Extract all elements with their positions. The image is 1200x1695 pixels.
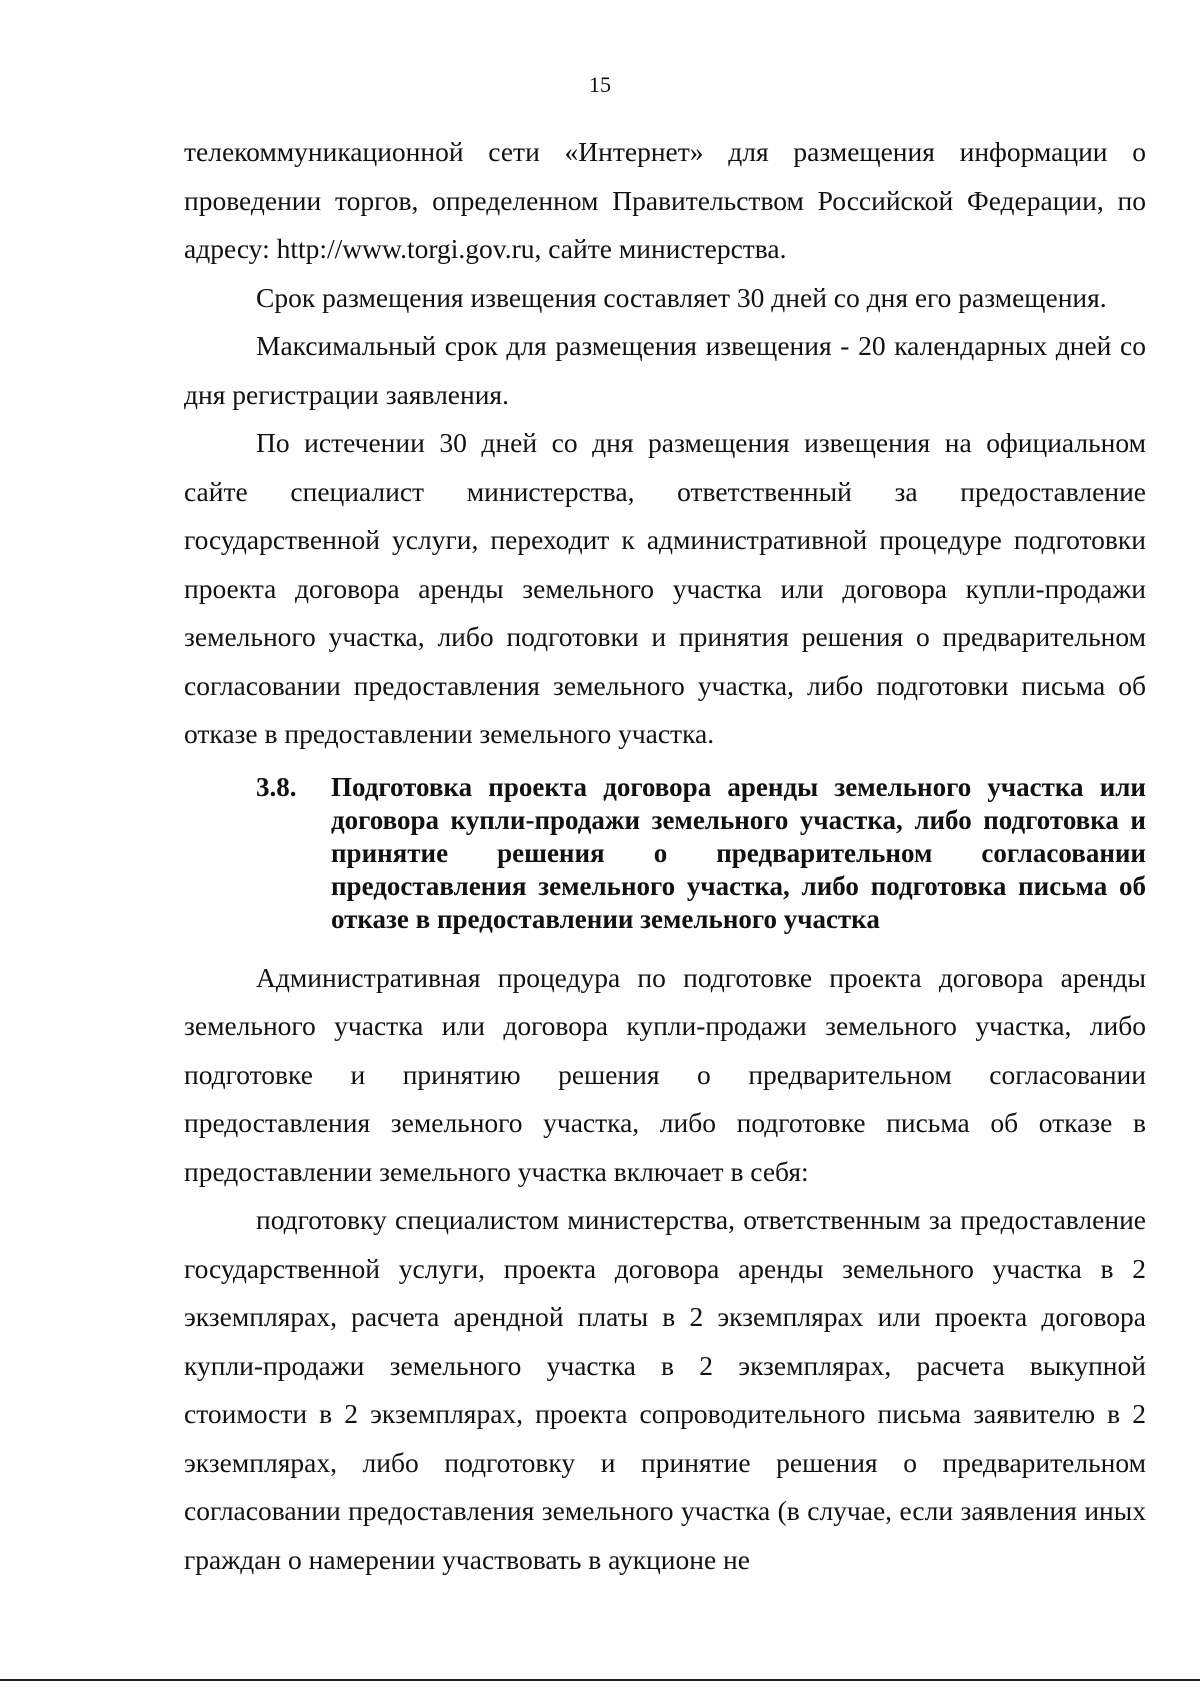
footer-rule bbox=[0, 1679, 1200, 1681]
paragraph-continuation: телекоммуникационной сети «Интернет» для размещения информации о проведении торгов, определенном Правительством Российской Федерации, по адресу: http://www.torgi.gov.ru, сайте министерства. bbox=[184, 136, 1146, 264]
paragraph-notice-period: Срок размещения извещения составляет 30 дней со дня его размещения. bbox=[256, 281, 1107, 313]
section-number: 3.8. bbox=[256, 771, 297, 802]
document-body bbox=[184, 128, 1146, 1584]
paragraph-max-period: Максимальный срок для размещения извещения - 20 календарных дней со дня регистрации заявления. bbox=[184, 330, 1146, 410]
paragraph-after-expiry: По истечении 30 дней со дня размещения извещения на официальном сайте специалист министерства, ответственный за предоставление государственной услуги, переходит к административной процедуре подготовки проекта договора аренды земельного участка или договора купли-продажи земельного участка, либо подготовки и принятия решения о предварительном согласовании предоставления земельного участка, либо подготовки письма об отказе в предоставлении земельного участка. bbox=[184, 427, 1146, 749]
page-number: 15 bbox=[589, 72, 611, 97]
paragraph-preparation: подготовку специалистом министерства, ответственным за предоставление государственной услуги, проекта договора аренды земельного участка в 2 экземплярах, расчета арендной платы в 2 экземплярах или проекта договора купли-продажи земельного участка в 2 экземплярах, расчета выкупной стоимости в 2 экземплярах, проекта сопроводительного письма заявителю в 2 экземплярах, либо подготовку и принятие решения о предварительном согласовании предоставления земельного участка (в случае, если заявления иных граждан о намерении участвовать в аукционе не bbox=[184, 1204, 1146, 1575]
section-heading bbox=[184, 771, 1146, 936]
section-title: Подготовка проекта договора аренды земельного участка или договора купли-продажи земельного участка, либо подготовка и принятие решения о предварительном согласовании предоставления земельного участка, либо подготовка письма об отказе в предоставлении земельного участка bbox=[331, 771, 1146, 934]
paragraph-procedure: Административная процедура по подготовке проекта договора аренды земельного участка или договора купли-продажи земельного участка, либо подготовке и принятию решения о предварительном согласовании предоставления земельного участка, либо подготовке письма об отказе в предоставлении земельного участка включает в себя: bbox=[184, 961, 1146, 1187]
